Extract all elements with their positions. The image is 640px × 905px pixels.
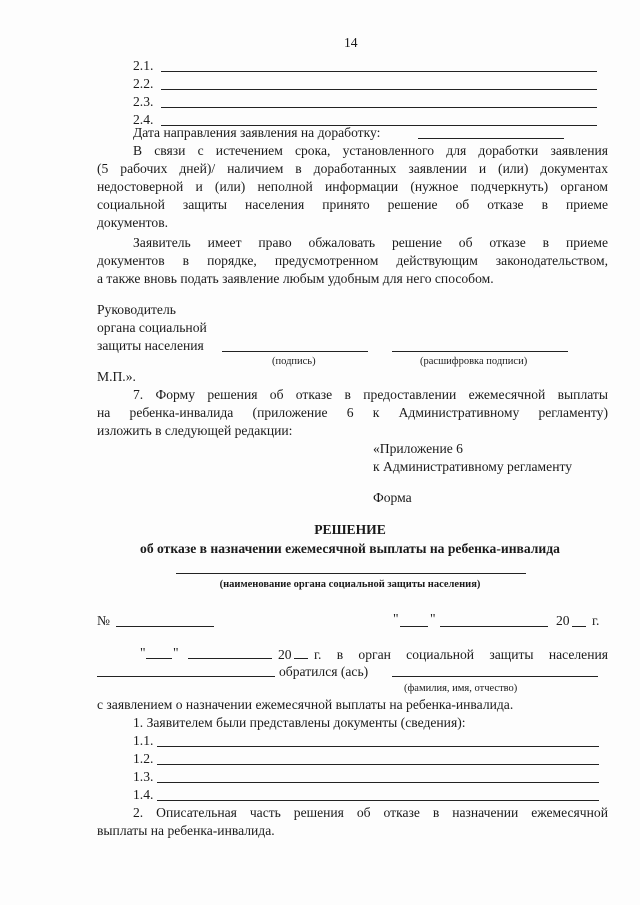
- section7-line1: 7. Форму решения об отказе в предоставлении ежемесячной выплаты: [133, 387, 608, 402]
- body-year-line: [294, 658, 308, 659]
- applicant-line-a: [97, 676, 275, 677]
- form-label: Форма: [373, 490, 412, 505]
- org-name-line: [176, 573, 526, 574]
- with-application: с заявлением о назначении ежемесячной выплаты на ребенка-инвалида.: [97, 697, 514, 712]
- para1-line5: документов.: [97, 215, 169, 230]
- body-quote-open: ": [140, 645, 146, 660]
- item-2-3-line: [161, 107, 597, 108]
- signature-title-2: органа социальной: [97, 320, 207, 335]
- decoding-line: [392, 351, 568, 352]
- applicant-line-b: [392, 676, 598, 677]
- signature-caption: (подпись): [272, 356, 316, 367]
- doc-item-3-label: 1.3.: [133, 769, 154, 784]
- para1-line1: В связи с истечением срока, установленного для доработки заявления: [133, 143, 608, 158]
- para2-line3: а также вновь подать заявление любым удобным для него способом.: [97, 271, 494, 286]
- item-2-1-label: 2.1.: [133, 58, 154, 73]
- doc-item-1-line: [157, 746, 599, 747]
- body-year-prefix: 20: [278, 647, 292, 662]
- item-2-4-label: 2.4.: [133, 112, 154, 127]
- body-month-line: [188, 658, 272, 659]
- para1-line4: социальной защиты населения принято решение об отказе в приеме: [97, 197, 608, 212]
- para1-line2: (5 рабочих дней)/ наличием в доработанных заявлении и (или) документах: [97, 161, 608, 176]
- part2-line2: выплаты на ребенка-инвалида.: [97, 823, 275, 838]
- date-label: Дата направления заявления на доработку:: [133, 125, 381, 140]
- decoding-caption: (расшифровка подписи): [420, 356, 528, 367]
- body-day-line: [146, 658, 172, 659]
- doc-item-1-label: 1.1.: [133, 733, 154, 748]
- stamp-label: М.П.».: [97, 369, 136, 384]
- signature-title-3: защиты населения: [97, 338, 204, 353]
- signature-line: [222, 351, 368, 352]
- decision-title: РЕШЕНИЕ: [314, 522, 386, 537]
- date-day-line: [400, 626, 428, 627]
- decision-subtitle: об отказе в назначении ежемесячной выплаты на ребенка-инвалида: [140, 541, 560, 556]
- item-2-1-line: [161, 71, 597, 72]
- date-month-line: [440, 626, 548, 627]
- number-label: №: [97, 613, 110, 628]
- appendix-line1: «Приложение 6: [373, 441, 463, 456]
- doc-item-3-line: [157, 782, 599, 783]
- body-line1-text: г. в орган социальной защиты населения: [314, 647, 608, 662]
- appendix-line2: к Административному регламенту: [373, 459, 573, 474]
- item-2-2-line: [161, 89, 597, 90]
- fio-caption: (фамилия, имя, отчество): [404, 683, 518, 694]
- para2-line2: документов в порядке, предусмотренном действующим законодательством,: [97, 253, 608, 268]
- date-quote-close: ": [430, 611, 436, 626]
- doc-item-2-line: [157, 764, 599, 765]
- doc-item-4-line: [157, 800, 599, 801]
- doc-item-4-label: 1.4.: [133, 787, 154, 802]
- item-2-3-label: 2.3.: [133, 94, 154, 109]
- org-caption: (наименование органа социальной защиты населения): [219, 579, 481, 590]
- date-line: [418, 138, 564, 139]
- applied-label: обратился (ась): [279, 664, 369, 679]
- year-line: [572, 626, 586, 627]
- page-number: 14: [344, 35, 358, 50]
- item-2-2-label: 2.2.: [133, 76, 154, 91]
- year-prefix: 20: [556, 613, 570, 628]
- number-line: [116, 626, 214, 627]
- docs-intro: 1. Заявителем были представлены документы (сведения):: [133, 715, 466, 730]
- para2-line1: Заявитель имеет право обжаловать решение об отказе в приеме: [133, 235, 608, 250]
- para1-line3: недостоверной и (или) неполной информации (нужное подчеркнуть) органом: [97, 179, 608, 194]
- section7-line2: на ребенка-инвалида (приложение 6 к Административному регламенту): [97, 405, 608, 420]
- body-quote-close: ": [173, 645, 179, 660]
- part2-line1: 2. Описательная часть решения об отказе в назначении ежемесячной: [133, 805, 608, 820]
- signature-title-1: Руководитель: [97, 302, 176, 317]
- year-suffix: г.: [592, 613, 600, 628]
- date-quote-open: ": [393, 611, 399, 626]
- doc-item-2-label: 1.2.: [133, 751, 154, 766]
- section7-line3: изложить в следующей редакции:: [97, 423, 293, 438]
